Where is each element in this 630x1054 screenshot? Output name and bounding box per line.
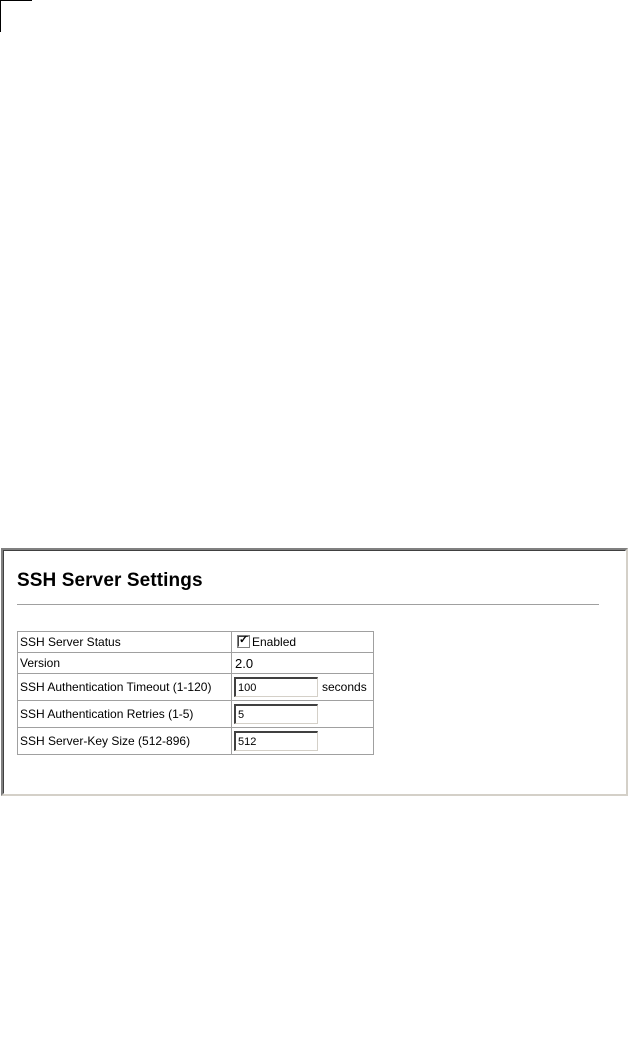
auth-timeout-input[interactable]: 100 [234, 677, 318, 697]
server-status-checkbox-label[interactable]: Enabled [252, 635, 297, 649]
server-status-checkbox[interactable] [238, 636, 249, 647]
table-row-server-status [18, 632, 374, 653]
server-status-cell [232, 632, 374, 653]
crop-mark-vertical [0, 0, 1, 32]
auth-retries-input[interactable]: 5 [234, 704, 318, 724]
title-divider [17, 604, 599, 606]
auth-timeout-cell [232, 674, 374, 701]
server-key-size-label: SSH Server-Key Size (512-896) [18, 728, 232, 755]
auth-retries-label: SSH Authentication Retries (1-5) [18, 701, 232, 728]
auth-timeout-unit: seconds [322, 680, 367, 694]
server-status-label: SSH Server Status [18, 632, 232, 653]
table-row-version [18, 653, 374, 674]
ssh-settings-table [17, 631, 374, 755]
auth-timeout-label: SSH Authentication Timeout (1-120) [18, 674, 232, 701]
version-cell [232, 653, 374, 674]
version-value: 2.0 [235, 655, 254, 671]
page-title: SSH Server Settings [17, 570, 203, 591]
checkmark-icon: ✓ [239, 634, 249, 646]
version-label: Version [18, 653, 232, 674]
crop-mark-horizontal [0, 0, 32, 1]
server-key-size-cell [232, 728, 374, 755]
table-row-auth-retries [18, 701, 374, 728]
ssh-settings-panel [1, 548, 628, 796]
auth-retries-cell [232, 701, 374, 728]
table-row-auth-timeout [18, 674, 374, 701]
server-key-size-input[interactable]: 512 [234, 731, 318, 751]
table-row-server-key-size [18, 728, 374, 755]
